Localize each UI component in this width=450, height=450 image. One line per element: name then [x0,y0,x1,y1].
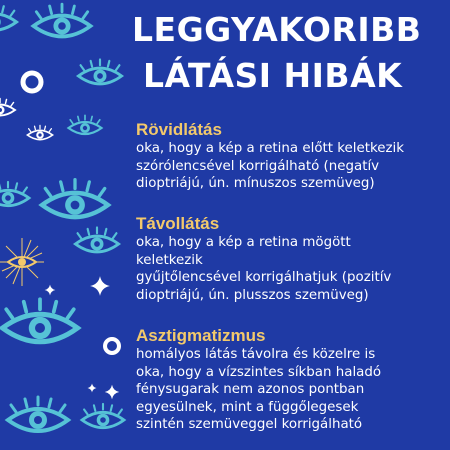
circle-ring-icon [23,73,41,91]
circle-ring-icon [105,339,119,353]
section-text-line: fénysugarak nem azonos pontban [136,382,365,397]
sparkle-icon [105,385,119,399]
eye-icon [78,59,121,83]
eye-icon [34,4,91,36]
section-text-line: keletkezik [136,252,203,268]
page-title-line-2: LÁTÁSI HIBÁK [143,56,403,95]
section-heading: Távollátás [136,214,220,233]
section-text-line: oka, hogy a kép a retina előtt keletkezik [136,141,405,156]
sparkle-icon [45,285,56,296]
eye-icon [69,115,102,134]
sparkle-icon [90,276,110,296]
section-text-line: szórólencsével korrigálható (negatív [136,158,380,174]
eye-icon [75,227,118,251]
eye-icon [3,299,78,342]
sun-eye-icon [0,238,44,286]
section-text-line: egyesülnek, mint a függőlegesek [136,399,359,415]
eye-icon [0,99,15,116]
section-text-line: dioptriájú, ún. mínuszos szemüveg) [136,176,375,191]
page-title-line-1: LEGGYAKORIBB [132,10,422,49]
eye-icon [8,397,68,431]
section-text-line: oka, hogy a kép a retina mögött [136,235,351,250]
section-text-line: gyűjtőlencsével korrigálhatjuk (pozitív [136,270,392,285]
eye-icon [27,125,52,139]
sparkle-icon [88,384,97,393]
section-heading: Asztigmatizmus [136,326,266,345]
eye-icon [82,404,124,428]
section-text-line: homályos látás távolra és közelre is [136,347,376,362]
eye-icon [0,182,29,206]
section-asztigmatizmus [136,326,444,434]
section-text-line: szintén szemüveggel korrigálható [136,417,363,432]
section-tavollatas [136,214,444,304]
section-text-line: dioptriájú, ún. plusszos szemüveg) [136,287,369,303]
section-text-line: oka, hogy a vízszintes síkban haladó [136,364,382,380]
eye-icon [42,180,108,217]
section-rovidlatas [136,120,444,193]
section-heading: Rövidlátás [136,120,222,139]
eye-icon [0,5,17,31]
